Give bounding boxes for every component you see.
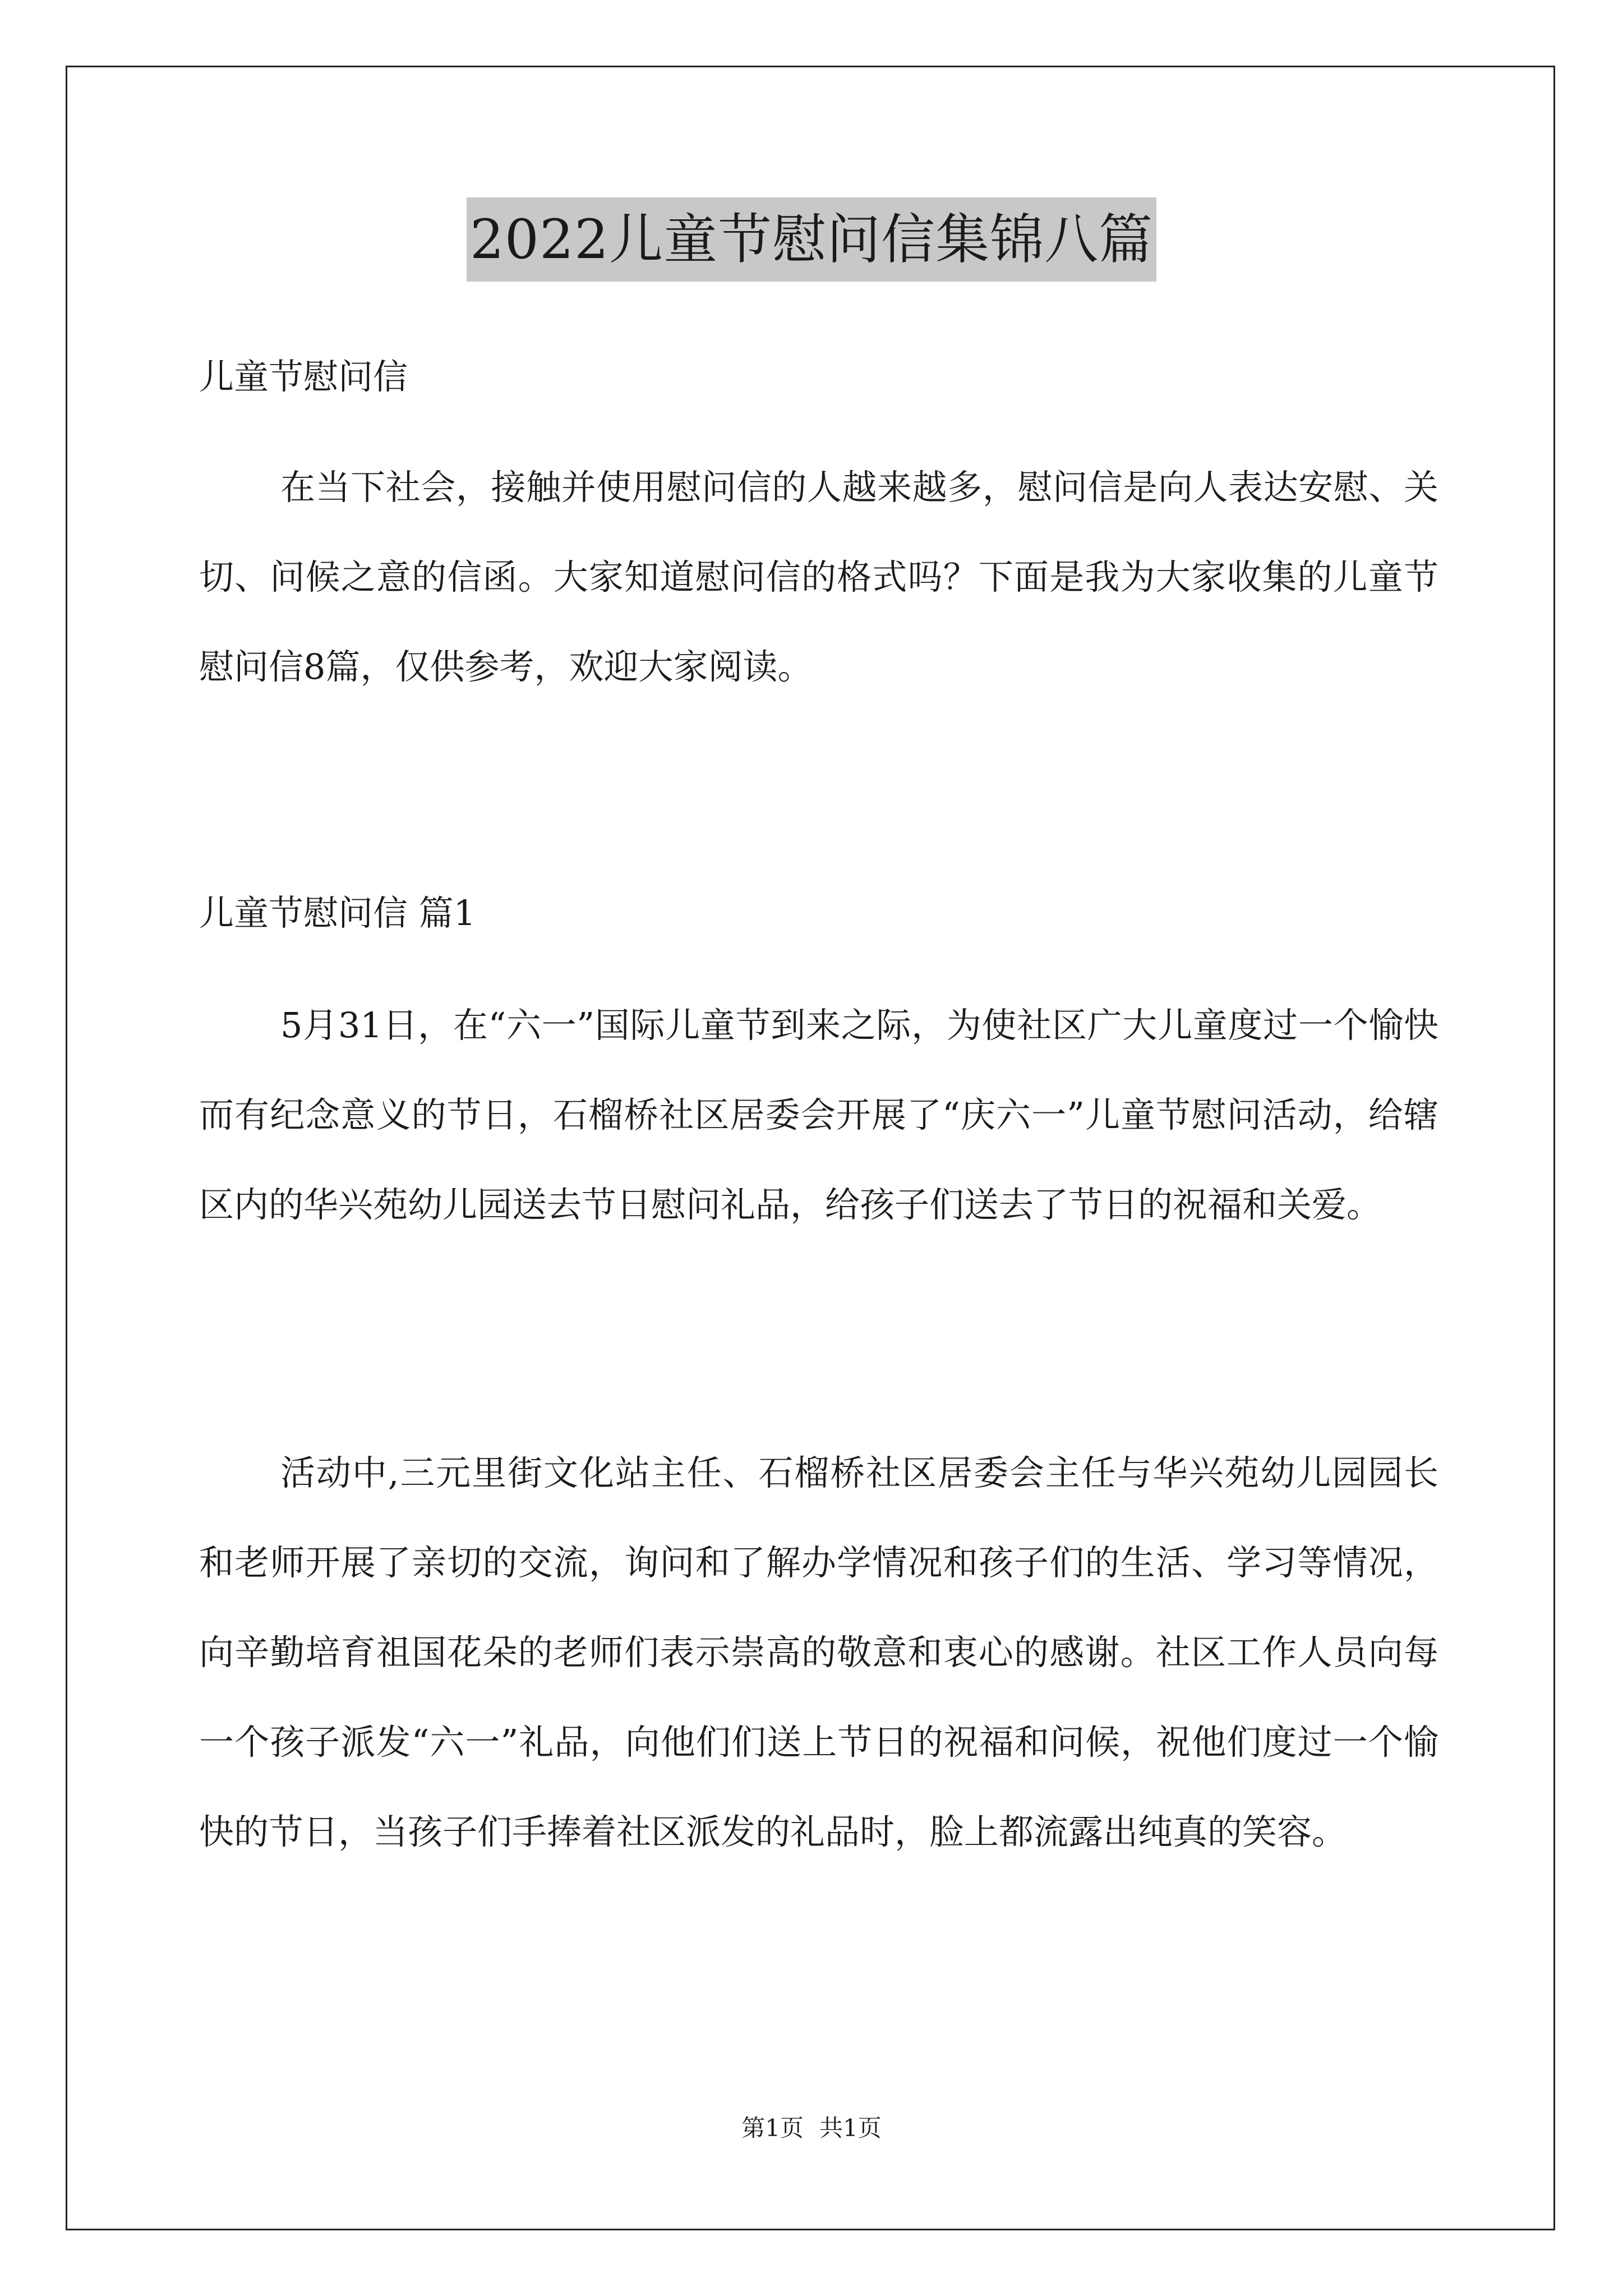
intro-heading: 儿童节慰问信	[199, 356, 408, 397]
title-container	[0, 197, 1623, 282]
section-heading: 儿童节慰问信 篇1	[199, 892, 476, 933]
page-total: 共1页	[819, 2114, 882, 2142]
section-paragraph-1: 5月31日，在“六一”国际儿童节到来之际，为使社区广大儿童度过一个愉快而有纪念意义的节日，石榴桥社区居委会开展了“庆六一”儿童节慰问活动，给辖区内的华兴苑幼儿园送去节日慰问礼品，给孩子们送去了节日的祝福和关爱。	[199, 1005, 1438, 1225]
page-number: 第1页	[741, 2114, 804, 2142]
page-footer	[0, 2111, 1623, 2145]
intro-paragraph: 在当下社会，接触并使用慰问信的人越来越多，慰问信是向人表达安慰、关切、问候之意的信函。大家知道慰问信的格式吗？下面是我为大家收集的儿童节慰问信8篇，仅供参考，欢迎大家阅读。	[199, 467, 1438, 687]
document-title: 2022儿童节慰问信集锦八篇	[467, 197, 1156, 282]
section-paragraph-2: 活动中,三元里街文化站主任、石榴桥社区居委会主任与华兴苑幼儿园园长和老师开展了亲切的交流，询问和了解办学情况和孩子们的生活、学习等情况，向辛勤培育祖国花朵的老师们表示崇高的敬意和衷心的感谢。社区工作人员向每一个孩子派发“六一”礼品，向他们们送上节日的祝福和问候，祝他们度过一个愉快的节日，当孩子们手捧着社区派发的礼品时，脸上都流露出纯真的笑容。	[199, 1452, 1438, 1852]
